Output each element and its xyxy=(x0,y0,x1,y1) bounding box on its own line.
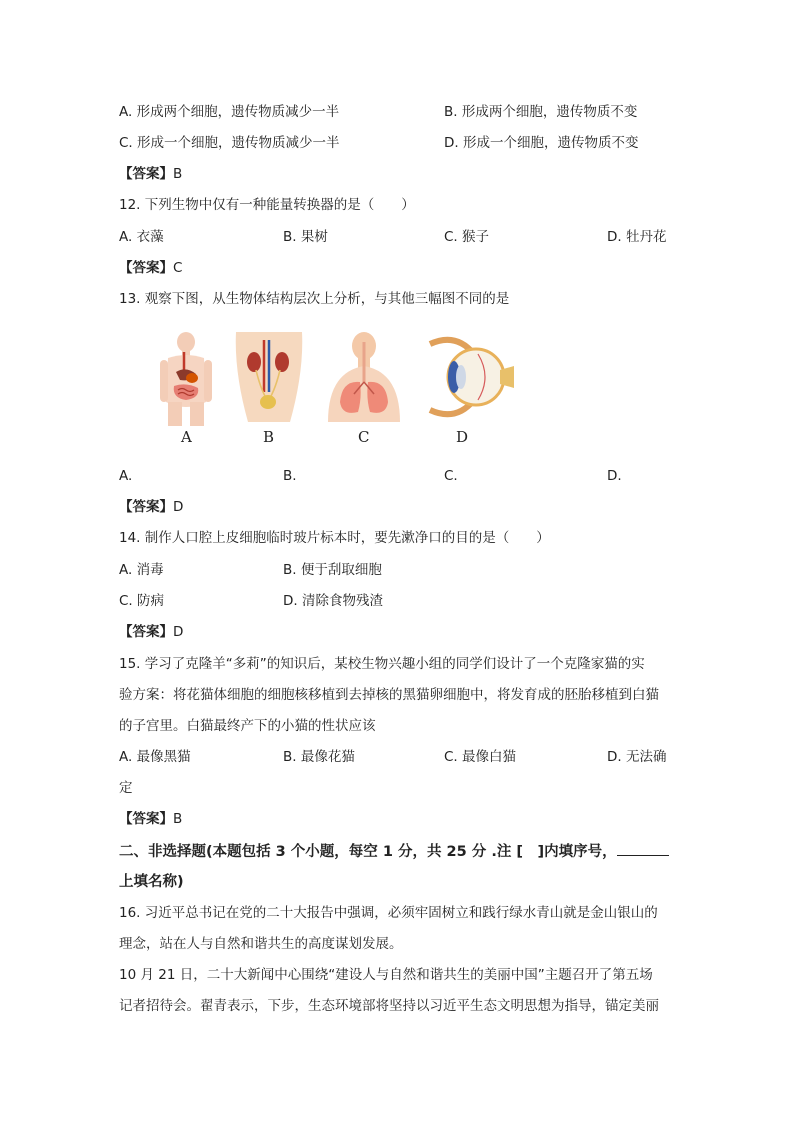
q13-answer xyxy=(119,497,183,517)
q14-stem: 14. 制作人口腔上皮细胞临时玻片标本时，要先漱净口的目的是（ ） xyxy=(119,530,550,546)
q15-option-c: C. 最像白猫 xyxy=(444,749,517,765)
answer-value: D xyxy=(173,499,184,515)
q14-option-b: B. 便于刮取细胞 xyxy=(283,562,382,578)
q14-answer xyxy=(119,622,183,642)
q14-option-a: A. 消毒 xyxy=(119,562,164,578)
q11-answer xyxy=(119,164,182,184)
q12-option-b: B. 果树 xyxy=(283,229,328,245)
digestive-system-figure xyxy=(156,332,216,426)
q15-answer xyxy=(119,809,182,829)
q15-stem-line-3: 的子宫里。白猫最终产下的小猫的性状应该 xyxy=(119,718,376,734)
q15-stem-line-2: 验方案：将花猫体细胞的细胞核移植到去掉核的黑猫卵细胞中，将发育成的胚胎移植到白猫 xyxy=(119,687,659,703)
answer-value: B xyxy=(173,166,183,182)
q13-option-d: D. xyxy=(607,468,622,484)
q12-option-a: A. 衣藻 xyxy=(119,229,164,245)
answer-label: 【答案】 xyxy=(119,260,173,276)
q15-option-a: A. 最像黑猫 xyxy=(119,749,191,765)
answer-label: 【答案】 xyxy=(119,499,173,515)
section-2-title-line-2: 上填名称) xyxy=(119,874,184,890)
respiratory-system-figure xyxy=(324,332,404,422)
urinary-system-figure xyxy=(230,332,308,422)
q14-option-c: C. 防病 xyxy=(119,593,165,609)
q16-line-2: 理念，站在人与自然和谐共生的高度谋划发展。 xyxy=(119,936,403,952)
q15-stem-line-1: 15. 学习了克隆羊“多莉”的知识后，某校生物兴趣小组的同学们设计了一个克隆家猫的实 xyxy=(119,656,645,672)
answer-label: 【答案】 xyxy=(119,624,173,640)
q11-option-d: D. 形成一个细胞，遗传物质不变 xyxy=(444,135,639,151)
figure-label-a: A xyxy=(181,428,192,446)
answer-value: C xyxy=(173,260,183,276)
q16-line-3: 10 月 21 日，二十大新闻中心围绕“建设人与自然和谐共生的美丽中国”主题召开了第五场 xyxy=(119,967,653,983)
answer-value: B xyxy=(173,811,183,827)
answer-value: D xyxy=(173,624,184,640)
q15-option-d: D. 无法确 xyxy=(607,749,667,765)
figure-label-d: D xyxy=(456,428,469,446)
eye-figure xyxy=(426,332,516,422)
answer-label: 【答案】 xyxy=(119,166,173,182)
figure-label-b: B xyxy=(263,428,275,446)
q16-line-4: 记者招待会。翟青表示，下步，生态环境部将坚持以习近平生态文明思想为指导，锚定美丽 xyxy=(119,998,659,1014)
q14-option-d: D. 清除食物残渣 xyxy=(283,593,383,609)
q13-stem: 13. 观察下图，从生物体结构层次上分析，与其他三幅图不同的是 xyxy=(119,291,510,307)
section-2-title-line-1: 二、非选择题(本题包括 3 个小题，每空 1 分，共 25 分 .注 [ ]内填序号， xyxy=(119,844,617,860)
q13-option-c: C. xyxy=(444,468,458,484)
q15-option-d-continued: 定 xyxy=(119,780,133,796)
answer-label: 【答案】 xyxy=(119,811,173,827)
q15-option-b: B. 最像花猫 xyxy=(283,749,355,765)
q11-option-b: B. 形成两个细胞，遗传物质不变 xyxy=(444,104,638,120)
q13-option-a: A. xyxy=(119,468,133,484)
figure-label-c: C xyxy=(358,428,370,446)
q12-stem: 12. 下列生物中仅有一种能量转换器的是（ ） xyxy=(119,197,415,213)
section-2-title xyxy=(119,841,669,863)
q12-option-d: D. 牡丹花 xyxy=(607,229,667,245)
fill-blank-line xyxy=(617,841,669,856)
q13-option-b: B. xyxy=(283,468,297,484)
q12-answer xyxy=(119,258,182,278)
q11-option-c: C. 形成一个细胞，遗传物质减少一半 xyxy=(119,135,340,151)
q12-option-c: C. 猴子 xyxy=(444,229,490,245)
q16-line-1: 16. 习近平总书记在党的二十大报告中强调，必须牢固树立和践行绿水青山就是金山银山的 xyxy=(119,905,658,921)
q11-option-a: A. 形成两个细胞，遗传物质减少一半 xyxy=(119,104,340,120)
